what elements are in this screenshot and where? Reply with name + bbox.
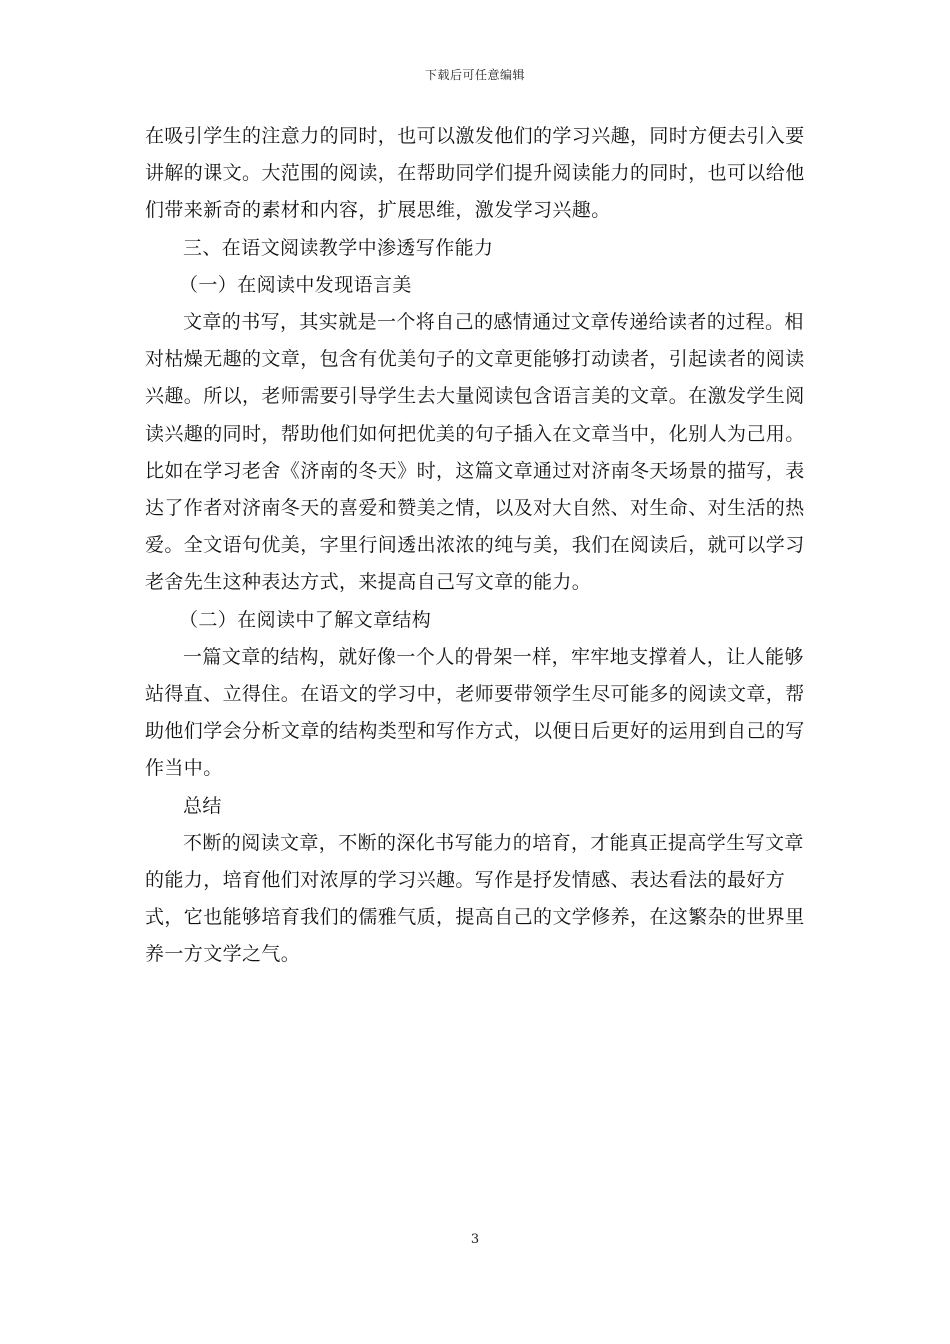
page-number: 3: [470, 1232, 480, 1247]
summary-heading: 总结: [183, 794, 222, 817]
document-body: [145, 118, 807, 974]
paragraph-language-beauty: 文章的书写，其实就是一个将自己的感情通过文章传递给读者的过程。相对枯燥无趣的文章，包含有优美句子的文章更能够打动读者，引起读者的阅读兴趣。所以，老师需要引导学生去大量阅读包含语言美的文章。在激发学生阅读兴趣的同时，帮助他们如何把优美的句子插入在文章当中，化别人为己用。比如在学习老舍《济南的冬天》时，这篇文章通过对济南冬天场景的描写，表达了作者对济南冬天的喜爱和赞美之情，以及对大自然、对生命、对生活的热爱。全文语句优美，字里行间透出浓浓的纯与美，我们在阅读后，就可以学习老舍先生这种表达方式，来提高自己写文章的能力。: [145, 311, 805, 594]
header-note: 下载后可任意编辑: [424, 68, 525, 82]
subsection-heading-1: （一）在阅读中发现语言美: [179, 273, 412, 296]
paragraph-article-structure: 一篇文章的结构，就好像一个人的骨架一样，牢牢地支撑着人，让人能够站得直、立得住。在语文的学习中，老师要带领学生尽可能多的阅读文章，帮助他们学会分析文章的结构类型和写作方式，以便日后更好的运用到自己的写作当中。: [145, 645, 805, 780]
section-heading-3: 三、在语文阅读教学中渗透写作能力: [183, 236, 494, 259]
paragraph-continuation: 在吸引学生的注意力的同时，也可以激发他们的学习兴趣，同时方便去引入要讲解的课文。大范围的阅读，在帮助同学们提升阅读能力的同时，也可以给他们带来新奇的素材和内容，扩展思维，激发学习兴趣。: [145, 125, 805, 222]
paragraph-summary: 不断的阅读文章，不断的深化书写能力的培育，才能真正提高学生写文章的能力，培育他们对浓厚的学习兴趣。写作是抒发情感、表达看法的最好方式，它也能够培育我们的儒雅气质，提高自己的文学修养，在这繁杂的世界里养一方文学之气。: [145, 831, 805, 966]
subsection-heading-2: （二）在阅读中了解文章结构: [179, 608, 432, 631]
